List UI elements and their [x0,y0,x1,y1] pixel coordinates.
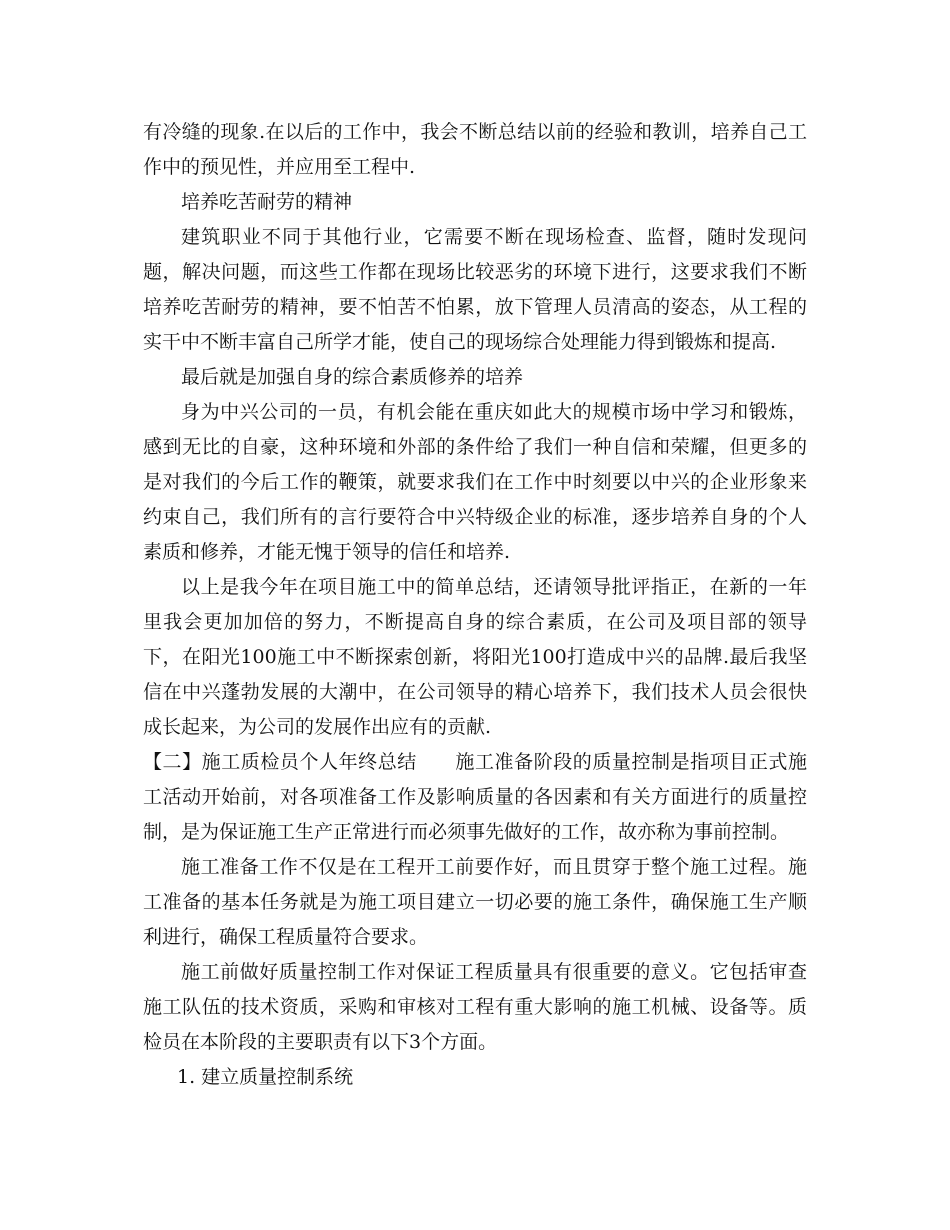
list-item-quality-system: 1. 建立质量控制系统 [177,1066,354,1088]
paragraph-company: 身为中兴公司的一员，有机会能在重庆如此大的规模市场中学习和锻炼，感到无比的自豪，这种环境和外部的条件给了我们一种自信和荣耀，但更多的是对我们的今后工作的鞭策，就要求我们在工作中时刻要以中兴的企业形象来约束自己，我们所有的言行要符合中兴特级企业的标准，逐步培养自身的个人素质和修养，才能无愧于领导的信任和培养. [143,401,807,563]
document-body [143,115,807,1095]
section-two-paragraph [143,745,807,850]
paragraph-continuation: 有冷缝的现象.在以后的工作中，我会不断总结以前的经验和教训，培养自己工作中的预见性，并应用至工程中. [143,121,807,178]
paragraph-hardwork: 建筑职业不同于其他行业，它需要不断在现场检查、监督，随时发现问题，解决问题，而这些工作都在现场比较恶劣的环境下进行，这要求我们不断培养吃苦耐劳的精神，要不怕苦不怕累，放下管理人员清高的姿态，从工程的实干中不断丰富自己所学才能，使自己的现场综合处理能力得到锻炼和提高. [143,226,807,353]
paragraph-summary: 以上是我今年在项目施工中的简单总结，还请领导批评指正，在新的一年里我会更加加倍的努力，不断提高自身的综合素质，在公司及项目部的领导下，在阳光100施工中不断探索创新，将阳光100打造成中兴的品牌.最后我坚信在中兴蓬勃发展的大潮中，在公司领导的精心培养下，我们技术人员会很快成长起来，为公司的发展作出应有的贡献. [143,576,807,738]
paragraph-preparation: 施工准备工作不仅是在工程开工前要作好，而且贯穿于整个施工过程。施工准备的基本任务就是为施工项目建立一切必要的施工条件，确保施工生产顺利进行，确保工程质量符合要求。 [143,856,807,948]
section-two-heading: 【二】施工质检员个人年终总结 [143,751,417,773]
subheading-hardwork: 培养吃苦耐劳的精神 [181,191,353,213]
section-two-text: 施工准备阶段的质量控制是指项目正式施工活动开始前，对各项准备工作及影响质量的各因素和有关方面进行的质量控制，是为保证施工生产正常进行而必须事先做好的工作，故亦称为事前控制。 [143,751,807,843]
paragraph-quality-control: 施工前做好质量控制工作对保证工程质量具有很重要的意义。它包括审查施工队伍的技术资质，采购和审核对工程有重大影响的施工机械、设备等。质检员在本阶段的主要职责有以下3个方面。 [143,961,807,1053]
subheading-quality: 最后就是加强自身的综合素质修养的培养 [181,366,524,388]
